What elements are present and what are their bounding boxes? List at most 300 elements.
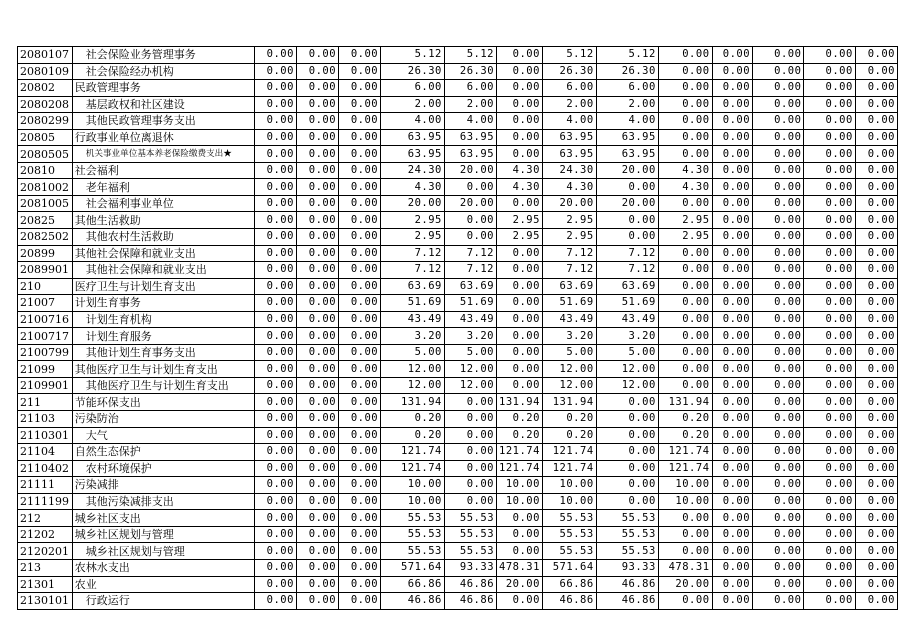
- amount-cell: 12.00: [542, 361, 596, 378]
- amount-cell: 0.00: [444, 427, 496, 444]
- amount-cell: 0.00: [254, 559, 296, 576]
- amount-cell: 0.00: [339, 311, 381, 328]
- amount-cell: 0.00: [296, 593, 338, 610]
- amount-cell: 0.00: [855, 162, 897, 179]
- amount-cell: 46.86: [381, 593, 445, 610]
- amount-cell: 0.00: [254, 493, 296, 510]
- amount-cell: 0.00: [753, 113, 804, 130]
- subject-name-cell: 机关事业单位基本养老保险缴费支出★: [72, 146, 254, 163]
- amount-cell: 0.00: [753, 344, 804, 361]
- amount-cell: 0.00: [339, 278, 381, 295]
- subject-name-cell: 计划生育事务: [72, 295, 254, 312]
- amount-cell: 4.30: [658, 179, 712, 196]
- amount-cell: 0.00: [339, 344, 381, 361]
- amount-cell: 0.00: [254, 96, 296, 113]
- amount-cell: 6.00: [444, 80, 496, 97]
- subject-name-cell: 其他生活救助: [72, 212, 254, 229]
- amount-cell: 6.00: [381, 80, 445, 97]
- amount-cell: 0.00: [339, 295, 381, 312]
- amount-cell: 0.00: [712, 377, 753, 394]
- amount-cell: 0.00: [712, 162, 753, 179]
- amount-cell: 0.00: [339, 361, 381, 378]
- amount-cell: 0.00: [658, 361, 712, 378]
- subject-code-cell: 2081005: [18, 195, 73, 212]
- table-row: [18, 162, 898, 179]
- amount-cell: 0.00: [804, 394, 855, 411]
- amount-cell: 0.00: [339, 559, 381, 576]
- amount-cell: 0.00: [804, 179, 855, 196]
- amount-cell: 0.00: [855, 328, 897, 345]
- amount-cell: 0.00: [296, 96, 338, 113]
- amount-cell: 0.00: [254, 212, 296, 229]
- table-body: [18, 47, 898, 610]
- amount-cell: 10.00: [381, 477, 445, 494]
- subject-code-cell: 2110402: [18, 460, 73, 477]
- subject-code-cell: 2089901: [18, 262, 73, 279]
- amount-cell: 0.00: [658, 80, 712, 97]
- subject-code-cell: 2080208: [18, 96, 73, 113]
- amount-cell: 0.00: [254, 278, 296, 295]
- amount-cell: 3.20: [542, 328, 596, 345]
- amount-cell: 0.00: [753, 195, 804, 212]
- amount-cell: 0.00: [712, 113, 753, 130]
- amount-cell: 0.00: [497, 195, 543, 212]
- subject-name-cell: 社会福利: [72, 162, 254, 179]
- amount-cell: 0.00: [254, 427, 296, 444]
- amount-cell: 51.69: [542, 295, 596, 312]
- amount-cell: 0.00: [497, 311, 543, 328]
- amount-cell: 0.00: [444, 411, 496, 428]
- amount-cell: 0.00: [804, 411, 855, 428]
- amount-cell: 0.00: [596, 394, 658, 411]
- subject-code-cell: 20899: [18, 245, 73, 262]
- amount-cell: 0.00: [296, 113, 338, 130]
- amount-cell: 0.00: [804, 526, 855, 543]
- amount-cell: 46.86: [596, 576, 658, 593]
- subject-code-cell: 21104: [18, 444, 73, 461]
- amount-cell: 0.00: [753, 129, 804, 146]
- subject-name-cell: 节能环保支出: [72, 394, 254, 411]
- subject-code-cell: 2081002: [18, 179, 73, 196]
- amount-cell: 0.00: [804, 80, 855, 97]
- amount-cell: 0.00: [804, 493, 855, 510]
- amount-cell: 0.00: [254, 526, 296, 543]
- amount-cell: 0.00: [296, 63, 338, 80]
- amount-cell: 0.00: [753, 444, 804, 461]
- amount-cell: 12.00: [381, 377, 445, 394]
- amount-cell: 7.12: [596, 245, 658, 262]
- amount-cell: 0.00: [296, 460, 338, 477]
- amount-cell: 2.95: [658, 212, 712, 229]
- amount-cell: 0.00: [658, 311, 712, 328]
- amount-cell: 7.12: [381, 245, 445, 262]
- amount-cell: 0.00: [712, 526, 753, 543]
- amount-cell: 131.94: [542, 394, 596, 411]
- amount-cell: 0.00: [444, 460, 496, 477]
- amount-cell: 0.00: [497, 47, 543, 64]
- amount-cell: 0.00: [753, 460, 804, 477]
- amount-cell: 63.69: [381, 278, 445, 295]
- subject-name-cell: 其他医疗卫生与计划生育支出: [72, 361, 254, 378]
- amount-cell: 0.00: [712, 295, 753, 312]
- amount-cell: 0.00: [296, 179, 338, 196]
- amount-cell: 0.00: [254, 377, 296, 394]
- table-row: [18, 510, 898, 527]
- subject-name-cell: 其他污染减排支出: [72, 493, 254, 510]
- amount-cell: 0.00: [855, 510, 897, 527]
- amount-cell: 0.00: [339, 493, 381, 510]
- amount-cell: 12.00: [542, 377, 596, 394]
- table-row: [18, 295, 898, 312]
- amount-cell: 10.00: [658, 477, 712, 494]
- amount-cell: 0.00: [444, 179, 496, 196]
- amount-cell: 0.00: [753, 262, 804, 279]
- amount-cell: 0.00: [804, 295, 855, 312]
- amount-cell: 0.00: [296, 80, 338, 97]
- table-row: [18, 328, 898, 345]
- amount-cell: 2.95: [381, 212, 445, 229]
- amount-cell: 0.20: [658, 427, 712, 444]
- amount-cell: 0.00: [804, 146, 855, 163]
- amount-cell: 0.00: [712, 63, 753, 80]
- amount-cell: 0.00: [753, 162, 804, 179]
- amount-cell: 55.53: [542, 526, 596, 543]
- subject-name-cell: 自然生态保护: [72, 444, 254, 461]
- amount-cell: 0.00: [712, 47, 753, 64]
- amount-cell: 0.00: [296, 543, 338, 560]
- subject-name-cell: 农村环境保护: [72, 460, 254, 477]
- amount-cell: 0.00: [497, 96, 543, 113]
- table-row: [18, 526, 898, 543]
- amount-cell: 20.00: [596, 195, 658, 212]
- amount-cell: 0.00: [712, 493, 753, 510]
- amount-cell: 0.00: [753, 377, 804, 394]
- amount-cell: 0.00: [444, 394, 496, 411]
- amount-cell: 0.00: [296, 559, 338, 576]
- amount-cell: 121.74: [381, 444, 445, 461]
- subject-code-cell: 2130101: [18, 593, 73, 610]
- amount-cell: 0.00: [658, 129, 712, 146]
- amount-cell: 0.00: [296, 377, 338, 394]
- amount-cell: 0.00: [296, 510, 338, 527]
- amount-cell: 0.00: [712, 444, 753, 461]
- amount-cell: 0.00: [712, 543, 753, 560]
- amount-cell: 63.69: [596, 278, 658, 295]
- amount-cell: 55.53: [444, 543, 496, 560]
- subject-code-cell: 212: [18, 510, 73, 527]
- amount-cell: 0.00: [254, 477, 296, 494]
- table-row: [18, 262, 898, 279]
- amount-cell: 0.00: [712, 262, 753, 279]
- amount-cell: 0.00: [497, 63, 543, 80]
- amount-cell: 0.00: [855, 576, 897, 593]
- amount-cell: 0.00: [804, 576, 855, 593]
- amount-cell: 0.00: [712, 80, 753, 97]
- subject-code-cell: 21007: [18, 295, 73, 312]
- amount-cell: 0.00: [596, 411, 658, 428]
- table-row: [18, 146, 898, 163]
- amount-cell: 0.00: [296, 361, 338, 378]
- table-row: [18, 47, 898, 64]
- amount-cell: 0.00: [658, 543, 712, 560]
- amount-cell: 20.00: [381, 195, 445, 212]
- amount-cell: 2.95: [497, 212, 543, 229]
- amount-cell: 0.00: [855, 526, 897, 543]
- amount-cell: 0.00: [855, 460, 897, 477]
- amount-cell: 46.86: [444, 593, 496, 610]
- table-row: [18, 229, 898, 246]
- subject-code-cell: 20825: [18, 212, 73, 229]
- subject-name-cell: 污染防治: [72, 411, 254, 428]
- amount-cell: 0.00: [855, 559, 897, 576]
- amount-cell: 66.86: [381, 576, 445, 593]
- amount-cell: 0.00: [753, 245, 804, 262]
- subject-name-cell: 医疗卫生与计划生育支出: [72, 278, 254, 295]
- amount-cell: 0.00: [712, 129, 753, 146]
- amount-cell: 43.49: [596, 311, 658, 328]
- amount-cell: 63.95: [596, 129, 658, 146]
- amount-cell: 0.00: [753, 526, 804, 543]
- amount-cell: 0.00: [855, 96, 897, 113]
- table-row: [18, 129, 898, 146]
- table-row: [18, 427, 898, 444]
- amount-cell: 46.86: [542, 593, 596, 610]
- amount-cell: 121.74: [497, 444, 543, 461]
- amount-cell: 0.00: [804, 559, 855, 576]
- subject-code-cell: 211: [18, 394, 73, 411]
- subject-code-cell: 210: [18, 278, 73, 295]
- amount-cell: 43.49: [444, 311, 496, 328]
- amount-cell: 0.00: [658, 245, 712, 262]
- amount-cell: 55.53: [596, 543, 658, 560]
- amount-cell: 0.00: [712, 559, 753, 576]
- amount-cell: 0.00: [254, 295, 296, 312]
- amount-cell: 0.00: [339, 411, 381, 428]
- amount-cell: 0.00: [339, 377, 381, 394]
- amount-cell: 55.53: [444, 526, 496, 543]
- amount-cell: 10.00: [497, 493, 543, 510]
- amount-cell: 0.00: [855, 179, 897, 196]
- amount-cell: 0.00: [804, 543, 855, 560]
- amount-cell: 0.00: [339, 179, 381, 196]
- amount-cell: 0.00: [497, 377, 543, 394]
- amount-cell: 0.00: [296, 411, 338, 428]
- subject-name-cell: 老年福利: [72, 179, 254, 196]
- amount-cell: 0.00: [296, 129, 338, 146]
- amount-cell: 0.00: [804, 477, 855, 494]
- amount-cell: 0.00: [497, 262, 543, 279]
- amount-cell: 0.00: [497, 328, 543, 345]
- amount-cell: 0.20: [658, 411, 712, 428]
- amount-cell: 0.00: [804, 311, 855, 328]
- amount-cell: 0.00: [296, 47, 338, 64]
- amount-cell: 0.00: [804, 96, 855, 113]
- amount-cell: 0.00: [855, 477, 897, 494]
- amount-cell: 571.64: [381, 559, 445, 576]
- amount-cell: 0.00: [296, 295, 338, 312]
- amount-cell: 0.00: [658, 377, 712, 394]
- amount-cell: 0.00: [712, 593, 753, 610]
- amount-cell: 0.00: [855, 80, 897, 97]
- amount-cell: 478.31: [497, 559, 543, 576]
- amount-cell: 0.00: [596, 427, 658, 444]
- table-row: [18, 278, 898, 295]
- table-row: [18, 543, 898, 560]
- amount-cell: 2.00: [381, 96, 445, 113]
- amount-cell: 0.00: [339, 526, 381, 543]
- amount-cell: 55.53: [381, 510, 445, 527]
- amount-cell: 0.20: [497, 411, 543, 428]
- amount-cell: 10.00: [497, 477, 543, 494]
- amount-cell: 55.53: [381, 526, 445, 543]
- amount-cell: 20.00: [658, 576, 712, 593]
- amount-cell: 0.00: [497, 510, 543, 527]
- subject-code-cell: 213: [18, 559, 73, 576]
- amount-cell: 0.00: [254, 179, 296, 196]
- amount-cell: 4.00: [444, 113, 496, 130]
- table-row: [18, 593, 898, 610]
- amount-cell: 0.00: [339, 80, 381, 97]
- amount-cell: 0.00: [855, 262, 897, 279]
- amount-cell: 0.00: [804, 344, 855, 361]
- amount-cell: 7.12: [542, 262, 596, 279]
- amount-cell: 0.00: [254, 63, 296, 80]
- subject-code-cell: 2100716: [18, 311, 73, 328]
- amount-cell: 0.00: [497, 245, 543, 262]
- amount-cell: 0.00: [339, 444, 381, 461]
- table-row: [18, 113, 898, 130]
- amount-cell: 0.00: [658, 63, 712, 80]
- amount-cell: 121.74: [497, 460, 543, 477]
- subject-name-cell: 计划生育机构: [72, 311, 254, 328]
- amount-cell: 63.95: [381, 146, 445, 163]
- table-row: [18, 63, 898, 80]
- subject-code-cell: 2082502: [18, 229, 73, 246]
- subject-code-cell: 21301: [18, 576, 73, 593]
- subject-name-cell: 社会福利事业单位: [72, 195, 254, 212]
- amount-cell: 0.00: [254, 361, 296, 378]
- amount-cell: 0.00: [855, 543, 897, 560]
- amount-cell: 5.12: [596, 47, 658, 64]
- amount-cell: 4.30: [381, 179, 445, 196]
- amount-cell: 10.00: [658, 493, 712, 510]
- amount-cell: 121.74: [542, 444, 596, 461]
- amount-cell: 0.00: [254, 146, 296, 163]
- amount-cell: 0.00: [804, 195, 855, 212]
- amount-cell: 0.00: [753, 80, 804, 97]
- table-row: [18, 377, 898, 394]
- amount-cell: 0.00: [296, 162, 338, 179]
- amount-cell: 0.00: [296, 394, 338, 411]
- amount-cell: 10.00: [381, 493, 445, 510]
- amount-cell: 0.00: [804, 328, 855, 345]
- subject-code-cell: 20802: [18, 80, 73, 97]
- subject-code-cell: 2111199: [18, 493, 73, 510]
- amount-cell: 5.00: [542, 344, 596, 361]
- amount-cell: 0.00: [339, 113, 381, 130]
- amount-cell: 0.00: [712, 411, 753, 428]
- amount-cell: 0.00: [339, 328, 381, 345]
- amount-cell: 0.00: [804, 245, 855, 262]
- amount-cell: 2.95: [542, 229, 596, 246]
- amount-cell: 55.53: [542, 510, 596, 527]
- amount-cell: 0.00: [296, 328, 338, 345]
- amount-cell: 0.00: [296, 576, 338, 593]
- amount-cell: 0.00: [753, 146, 804, 163]
- amount-cell: 0.00: [658, 328, 712, 345]
- amount-cell: 0.00: [753, 477, 804, 494]
- table-row: [18, 311, 898, 328]
- amount-cell: 63.69: [444, 278, 496, 295]
- subject-name-cell: 基层政权和社区建设: [72, 96, 254, 113]
- amount-cell: 2.00: [542, 96, 596, 113]
- amount-cell: 0.00: [753, 510, 804, 527]
- table-row: [18, 493, 898, 510]
- amount-cell: 51.69: [596, 295, 658, 312]
- budget-table: [17, 46, 898, 610]
- amount-cell: 0.00: [596, 444, 658, 461]
- amount-cell: 0.00: [658, 278, 712, 295]
- amount-cell: 0.20: [497, 427, 543, 444]
- amount-cell: 0.00: [444, 212, 496, 229]
- amount-cell: 0.00: [296, 427, 338, 444]
- subject-code-cell: 2080299: [18, 113, 73, 130]
- amount-cell: 0.00: [339, 510, 381, 527]
- table-row: [18, 460, 898, 477]
- amount-cell: 0.00: [296, 212, 338, 229]
- amount-cell: 0.00: [753, 559, 804, 576]
- table-row: [18, 245, 898, 262]
- amount-cell: 51.69: [381, 295, 445, 312]
- amount-cell: 20.00: [444, 162, 496, 179]
- amount-cell: 0.00: [444, 444, 496, 461]
- amount-cell: 0.00: [855, 129, 897, 146]
- amount-cell: 0.00: [296, 493, 338, 510]
- amount-cell: 0.00: [254, 444, 296, 461]
- amount-cell: 0.00: [596, 179, 658, 196]
- amount-cell: 46.86: [596, 593, 658, 610]
- amount-cell: 0.00: [804, 444, 855, 461]
- amount-cell: 0.00: [753, 394, 804, 411]
- amount-cell: 0.00: [497, 80, 543, 97]
- subject-name-cell: 其他计划生育事务支出: [72, 344, 254, 361]
- subject-name-cell: 城乡社区规划与管理: [72, 543, 254, 560]
- subject-name-cell: 其他社会保障和就业支出: [72, 262, 254, 279]
- amount-cell: 131.94: [658, 394, 712, 411]
- table-row: [18, 559, 898, 576]
- subject-name-cell: 其他农村生活救助: [72, 229, 254, 246]
- amount-cell: 63.95: [542, 146, 596, 163]
- amount-cell: 4.00: [381, 113, 445, 130]
- amount-cell: 0.00: [855, 427, 897, 444]
- subject-name-cell: 大气: [72, 427, 254, 444]
- amount-cell: 131.94: [381, 394, 445, 411]
- amount-cell: 0.00: [712, 344, 753, 361]
- amount-cell: 63.69: [542, 278, 596, 295]
- amount-cell: 0.00: [804, 129, 855, 146]
- amount-cell: 26.30: [444, 63, 496, 80]
- amount-cell: 0.00: [339, 427, 381, 444]
- subject-code-cell: 21103: [18, 411, 73, 428]
- table-row: [18, 411, 898, 428]
- amount-cell: 66.86: [542, 576, 596, 593]
- amount-cell: 63.95: [444, 129, 496, 146]
- amount-cell: 0.00: [339, 195, 381, 212]
- amount-cell: 121.74: [658, 460, 712, 477]
- amount-cell: 20.00: [497, 576, 543, 593]
- subject-code-cell: 2100717: [18, 328, 73, 345]
- amount-cell: 0.00: [497, 361, 543, 378]
